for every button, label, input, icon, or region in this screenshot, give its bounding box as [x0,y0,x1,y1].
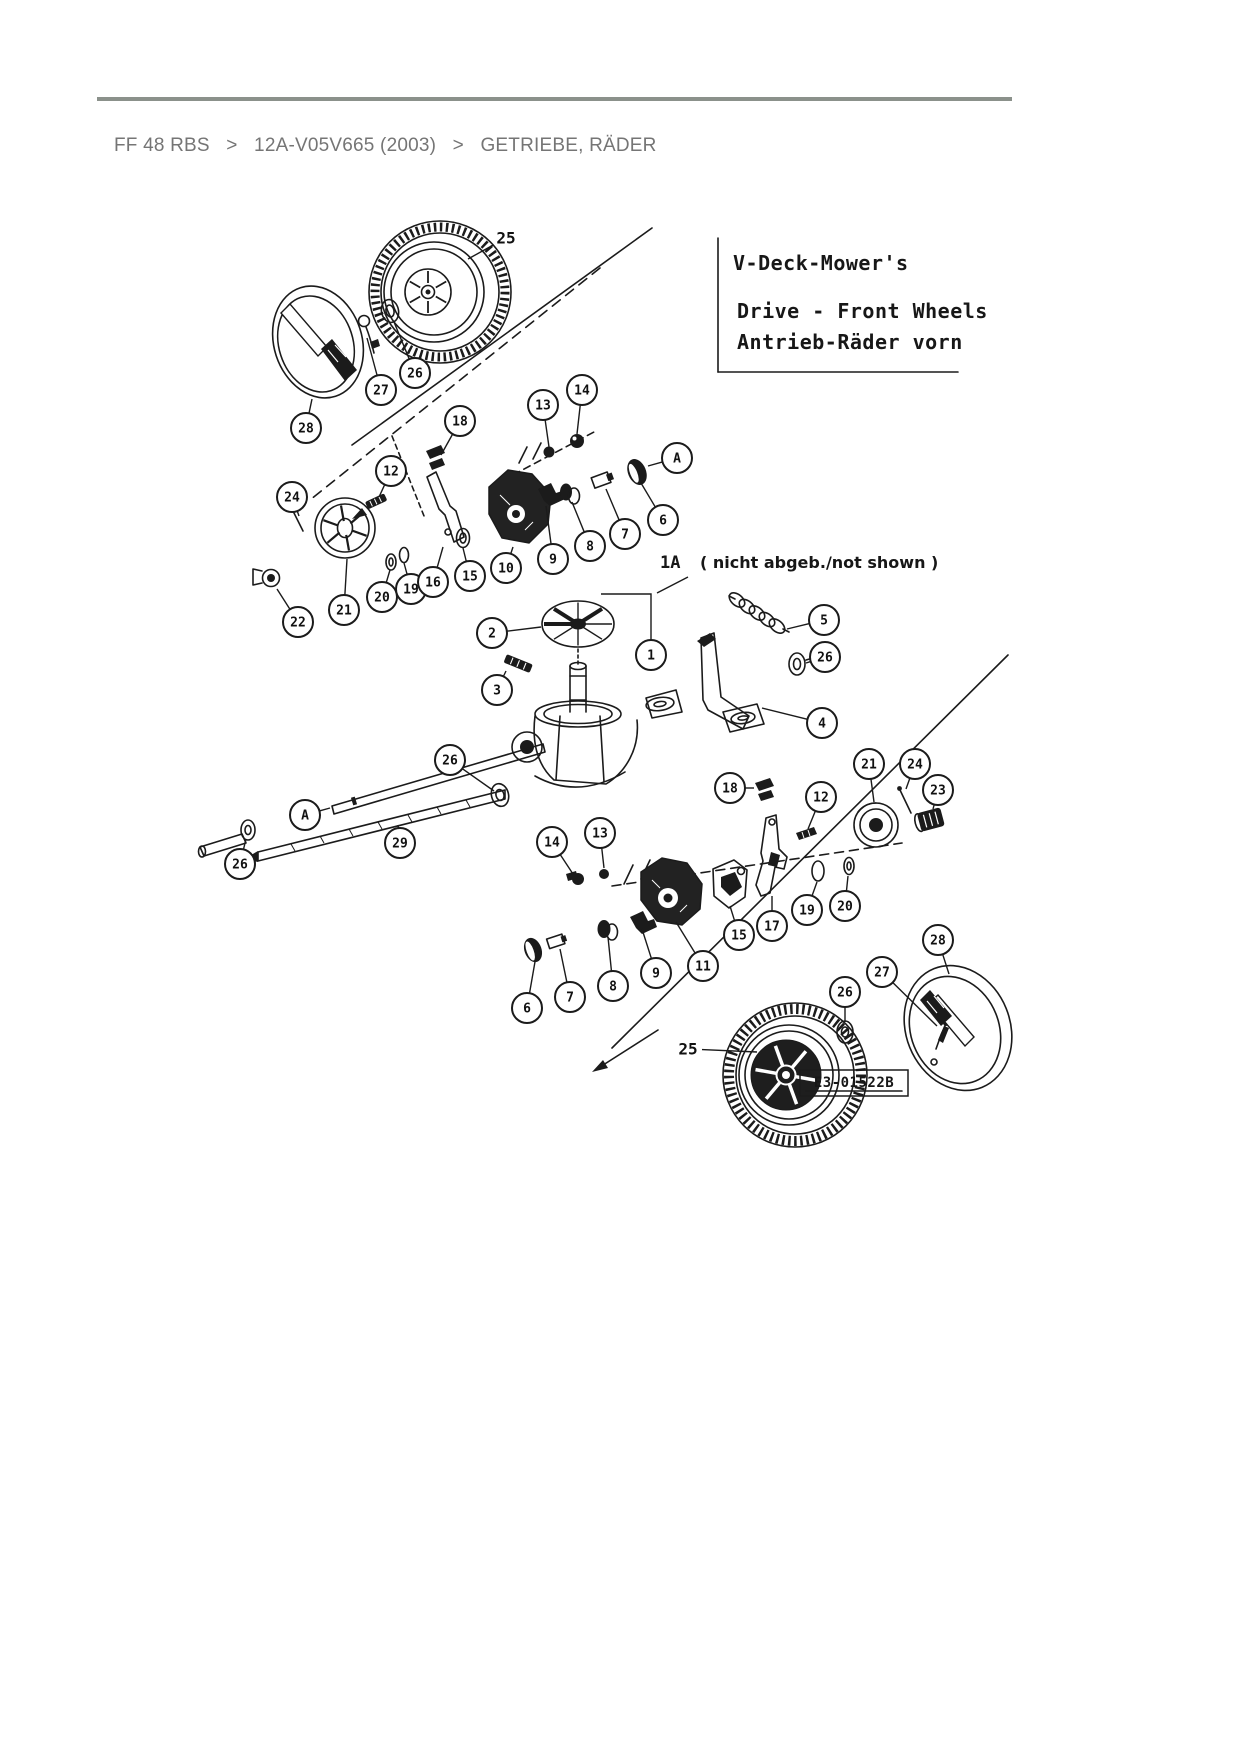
svg-text:19: 19 [403,582,419,598]
gear-plate-11 [641,858,702,925]
cap-6-bottom [521,935,546,964]
bolt-7-top [591,471,614,489]
note-line-2: Drive - Front Wheels [737,299,988,323]
nut-13-top [544,447,555,458]
svg-text:22: 22 [290,615,306,631]
not-shown-pointer [657,577,688,593]
not-shown-text: ( nicht abgeb./not shown ) [700,553,939,572]
callout-20 [830,876,860,921]
svg-text:26: 26 [442,753,458,769]
svg-text:8: 8 [586,539,594,555]
svg-text:9: 9 [652,966,660,982]
splined-hub-23 [913,807,945,833]
direction-arrow [592,1030,658,1072]
bolt-12-top [365,493,387,509]
svg-text:25: 25 [496,228,516,248]
washer-20-top [386,554,396,570]
svg-text:20: 20 [374,590,390,606]
callout-26 [394,322,430,388]
nut-13-bottom [599,869,609,879]
washer-26-axle [489,782,511,808]
gearbox-housing-1 [512,663,637,788]
callout-16 [418,547,448,597]
bushing-8-bottom [598,920,618,940]
callout-21 [329,559,359,625]
fan-pulley-2 [542,601,614,666]
svg-text:26: 26 [407,366,423,382]
svg-text:3: 3 [493,683,501,699]
svg-text:A: A [673,451,681,467]
mount-plate-10 [489,470,551,543]
svg-text:18: 18 [722,781,738,797]
svg-text:20: 20 [837,899,853,915]
callout-20 [367,570,397,612]
clip-18-top [426,445,445,470]
lever-17-bottom [756,815,787,896]
svg-text:15: 15 [462,569,478,585]
callout-7 [555,949,585,1012]
plate-15-bottom [713,860,747,908]
cap-6-top [624,456,651,488]
svg-text:24: 24 [907,757,923,773]
washer-26-axle-left [241,820,255,840]
svg-text:9: 9 [549,552,557,568]
bolt-12-bottom [796,827,817,840]
breadcrumb-model[interactable]: FF 48 RBS [114,135,210,156]
svg-text:24: 24 [284,490,300,506]
pulley-21-bottom [854,803,898,847]
front-wheel-top [369,221,511,363]
svg-text:19: 19 [799,903,815,919]
callout-6 [512,956,542,1023]
note-line-3: Antrieb-Räder vorn [737,330,963,354]
spring-5 [727,590,789,636]
callout-18 [441,406,475,455]
callout-3 [482,671,512,705]
svg-text:25: 25 [678,1039,698,1059]
callout-19 [792,882,822,925]
callout-22 [277,589,313,637]
svg-text:4: 4 [818,716,826,732]
callout-5 [787,605,839,635]
svg-text:23: 23 [930,783,946,799]
svg-text:16: 16 [425,575,441,591]
not-shown-ref: 1A [660,553,681,573]
callout-28 [291,399,321,443]
bolt-7-bottom [547,933,568,948]
callout-8 [572,502,605,561]
callout-29 [385,825,415,858]
svg-text:15: 15 [731,928,747,944]
washer-19-bottom [812,861,824,881]
breadcrumb-current-section: GETRIEBE, RÄDER [480,135,657,156]
svg-text:28: 28 [298,421,314,437]
svg-text:18: 18 [452,414,468,430]
svg-text:10: 10 [498,561,514,577]
not-shown-note [660,553,938,573]
callout-27 [867,957,937,1026]
callout-24 [277,482,307,516]
callout-18 [715,773,754,803]
svg-text:8: 8 [609,979,617,995]
callout-10 [491,547,521,583]
svg-text:6: 6 [523,1001,531,1017]
svg-text:6: 6 [659,513,667,529]
callout-13 [528,390,558,447]
svg-text:A: A [301,808,309,824]
note-box [718,238,988,372]
svg-text:26: 26 [232,857,248,873]
callout-8 [598,937,628,1001]
upper-linkage-cluster [253,434,650,587]
note-line-1: V-Deck-Mower's [733,251,909,275]
svg-text:26: 26 [837,985,853,1001]
callout-17 [757,896,787,941]
callout-2 [477,618,541,648]
svg-text:12: 12 [813,790,829,806]
svg-text:27: 27 [373,383,389,399]
svg-text:29: 29 [392,836,408,852]
callout-1 [601,594,666,670]
washer-20-bottom [844,858,854,875]
callout-26 [806,642,840,672]
svg-text:2: 2 [488,626,496,642]
hub-cap-top [259,274,378,410]
svg-text:14: 14 [544,835,560,851]
callout-26 [435,745,494,791]
callout-12 [376,456,406,497]
svg-text:7: 7 [566,990,574,1006]
callout-23 [923,775,953,809]
drawing-code: E3-01522B [813,1075,895,1091]
callout-14 [537,827,573,874]
svg-text:5: 5 [820,613,828,629]
callout-A [648,443,692,473]
svg-text:26: 26 [817,650,833,666]
breadcrumb-separator: > [452,135,464,156]
callout-27 [366,338,396,405]
svg-text:27: 27 [874,965,890,981]
bushing-8-top [560,484,580,505]
callout-15 [455,548,485,591]
callout-6 [641,483,678,535]
svg-text:12: 12 [383,464,399,480]
svg-text:28: 28 [930,933,946,949]
callout-14 [567,375,597,434]
wheel-disc-21-top [315,498,375,558]
callout-4 [762,708,837,738]
callout-12 [806,782,836,829]
callout-9 [641,929,671,988]
svg-text:17: 17 [764,919,780,935]
svg-text:7: 7 [621,527,629,543]
svg-text:13: 13 [535,398,551,414]
callout-11 [676,922,718,981]
svg-text:1: 1 [647,648,655,664]
callout-13 [585,818,615,868]
bolt-3 [504,654,533,673]
breadcrumb-variant[interactable]: 12A-V05V665 (2003) [254,135,437,156]
svg-text:21: 21 [336,603,352,619]
svg-text:21: 21 [861,757,877,773]
washer-19-top [400,548,409,563]
axle-rods [199,744,546,862]
callout-A [290,800,330,830]
clip-18-bottom [755,778,774,801]
svg-text:13: 13 [592,826,608,842]
bearing-14-top [570,434,584,448]
hub-22-top [253,569,280,587]
pin-24-bottom [897,786,911,813]
breadcrumb-separator: > [226,135,238,156]
svg-text:14: 14 [574,383,590,399]
callout-7 [606,489,640,549]
svg-text:11: 11 [695,959,711,975]
